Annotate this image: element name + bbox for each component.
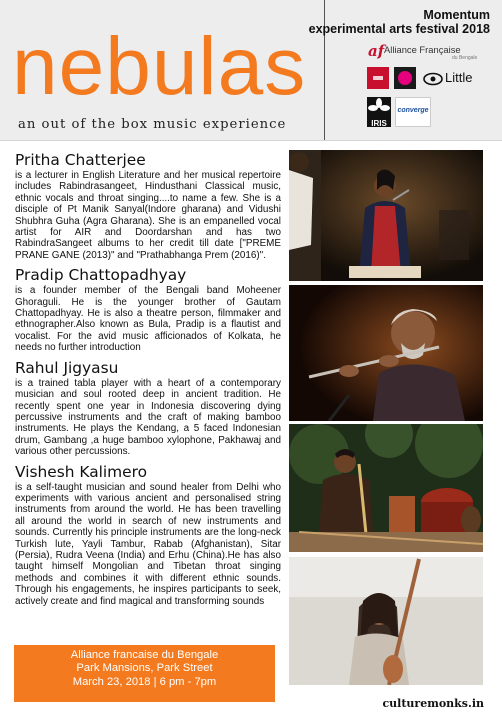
venue-address: Park Mansions, Park Street xyxy=(76,662,213,675)
event-date-time: March 23, 2018 | 6 pm - 7pm xyxy=(72,675,217,688)
tagline: an out of the box music experience xyxy=(18,117,287,132)
pink-sponsor-logo xyxy=(394,67,416,89)
little-logo-text: Little xyxy=(445,70,473,85)
artist-entry-vishesh xyxy=(15,462,281,607)
red-sponsor-logo xyxy=(367,67,389,89)
artist-name: Rahul Jigyasu xyxy=(15,358,119,377)
festival-name: Momentum xyxy=(423,8,490,22)
venue-banner xyxy=(14,645,275,702)
artist-entry-pradip xyxy=(15,265,281,353)
artist-name: Vishesh Kalimero xyxy=(15,462,148,481)
converge-logo-text: converge xyxy=(397,107,429,114)
af-mark: af xyxy=(368,42,385,60)
artist-bio: is a lecturer in English Literature and her musical repertoire includes Rabindrasangeet, Hindusthani Classical music, ethnic vocals and throat singing....to name a few. She is a disciple of Pt Manik Sanyal(Indore gharana) and Vidushi Shubhra Guha (Agra Gharana). She is an empanelled vocal artist for AIR and Doordarshan and has two RabindraSangeet albums to her credit till date ["PREME PRANE GANE (2013)" and "Prathabhanga Prem (2016)". xyxy=(15,170,281,261)
website-link[interactable]: culturemonks.in xyxy=(382,697,484,710)
iris-logo xyxy=(367,97,391,127)
artist-list xyxy=(15,150,281,611)
little-logo xyxy=(423,69,493,89)
photo-pradip-chattopadhyay xyxy=(289,285,483,421)
photo-rahul-jigyasu xyxy=(289,424,483,552)
festival-title xyxy=(309,8,490,36)
venue-name: Alliance francaise du Bengale xyxy=(70,649,219,661)
artist-bio: is a trained tabla player with a heart of a contemporary musician and soul rooted deep in ancient tradition. He recently spent one year in Indonesia discovering dying percussive instruments and the craft of making bamboo instruments. He plays the Kendang, a 5 faced Indonesian drum, Gambang ,a huge bamboo xylophone, Pakhawaj and various other percussions. xyxy=(15,377,281,458)
nebulas-logo: nebulas xyxy=(12,21,307,112)
artist-name: Pradip Chattopadhyay xyxy=(15,266,187,285)
artist-bio: is a self-taught musician and sound healer from Delhi who experiments with various ancient and personalised string instruments from around the world. He has been travelling all around the world in search of new instruments and sounds. Currently his principle instruments are the long-neck Turkish lute, Yayli Tambur, Rabab (Afghanistan), Sitar (Persia), Rudra Veena (India) and Erhu (China).He has also taught himself Mongolian and Tibetan throat singing methods and combines it with different ethnic sounds. Through his engagements, he inspires participants to seek, actively create and find magical and transforming sounds xyxy=(15,481,281,607)
artist-entry-pritha xyxy=(15,150,281,261)
artist-name: Pritha Chatterjee xyxy=(15,151,146,169)
converge-logo xyxy=(395,97,431,127)
festival-subtitle: experimental arts festival 2018 xyxy=(308,22,490,36)
photo-vishesh-kalimero xyxy=(289,557,483,685)
alliance-francaise-logo xyxy=(368,42,494,60)
poster-header xyxy=(0,0,502,141)
af-sub: du Bengale xyxy=(452,55,478,61)
iris-logo-text: IRIS xyxy=(371,119,387,128)
af-name: Alliance Française xyxy=(384,44,461,55)
photo-pritha-chatterjee xyxy=(289,150,483,281)
artist-entry-rahul xyxy=(15,358,281,458)
artist-bio: is a founder member of the Bengali band Moheener Ghoraguli. He is the younger brother of Gautam Chattopadhyay. He is also a theatre person, filmmaker and ethnographer.Also known as Bula, Pradip is a flautist and vocalist. For the avid music afficionados of Kolkata, he needs no further introduction xyxy=(15,285,281,354)
